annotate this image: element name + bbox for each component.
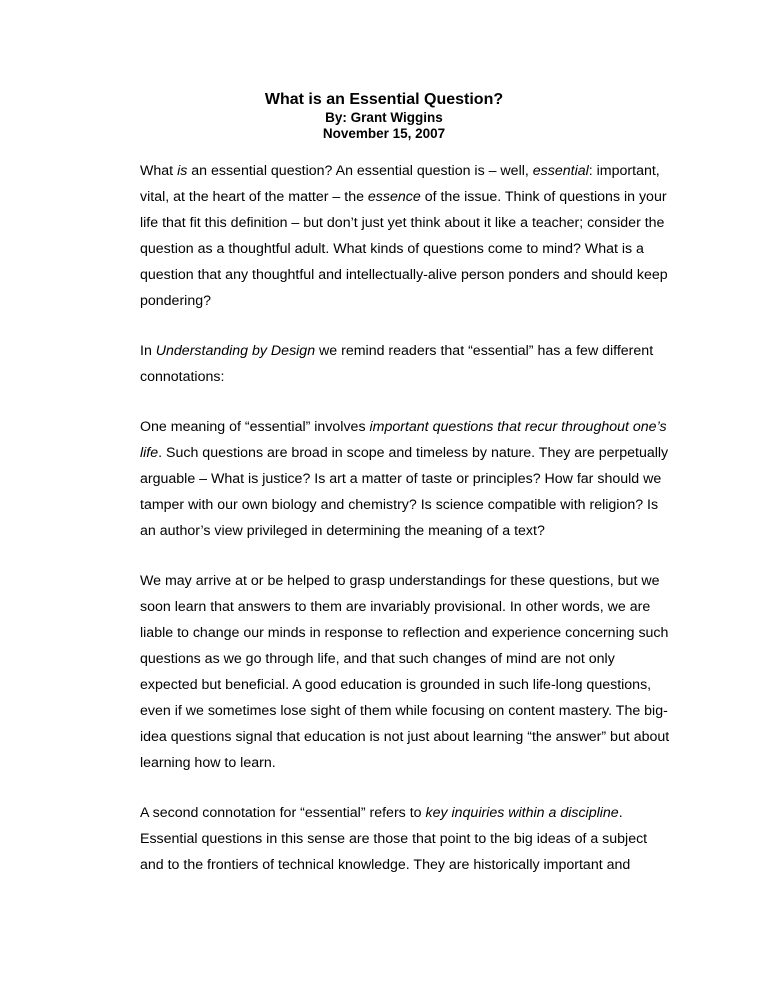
text-run: We may arrive at or be helped to grasp understandings for these questions, but we soon learn that answers to them are invariably provisional. In other words, we are liable to change our minds in response to reflection and experience concerning such questions as we go through life, and that such changes of mind are not only expected but beneficial. A good education is grounded in such life-long questions, even if we sometimes lose sight of them while focusing on content mastery. The big-idea questions signal that education is not just about learning “the answer” but about learning how to learn.: [140, 573, 670, 771]
paragraph-first-meaning: [140, 414, 670, 544]
italic-text-run: important questions that recur throughout one’s life: [140, 419, 667, 461]
document-header: [0, 90, 768, 142]
italic-text-run: essence: [367, 189, 421, 205]
document-body: [140, 158, 670, 902]
italic-text-run: essential: [532, 163, 589, 179]
paragraph-second-connotation: [140, 800, 670, 878]
text-run: One meaning of “essential” involves: [140, 419, 370, 435]
text-run: A second connotation for “essential” refers to: [140, 805, 426, 821]
text-run: we remind readers that “essential” has a few different connotations:: [140, 343, 654, 385]
italic-text-run: Understanding by Design: [155, 343, 316, 359]
author-byline: By: Grant Wiggins: [325, 110, 443, 125]
text-run: . Essential questions in this sense are those that point to the big ideas of a subject and to the frontiers of technical knowledge. They are historically important and: [140, 805, 648, 873]
text-run: What: [140, 163, 178, 179]
paragraph-provisional-answers: [140, 568, 670, 776]
paragraph-intro: [140, 158, 670, 314]
text-run: an essential question? An essential question is – well,: [187, 163, 533, 179]
publication-date: November 15, 2007: [322, 126, 446, 141]
italic-text-run: key inquiries within a discipline: [425, 805, 619, 821]
text-run: : important, vital, at the heart of the matter – the: [140, 163, 660, 205]
text-run: of the issue. Think of questions in your life that fit this definition – but don’t just yet think about it like a teacher; consider the question as a thoughtful adult. What kinds of questions come to mind? What is a question that any thoughtful and intellectually-alive person ponders and should keep pondering?: [140, 189, 668, 309]
document-title: What is an Essential Question?: [264, 91, 504, 108]
text-run: . Such questions are broad in scope and timeless by nature. They are perpetually arguable – What is justice? Is art a matter of taste or principles? How far should we tamper with our own biology and chemistry? Is science compatible with religion? Is an author’s view privileged in determining the meaning of a text?: [140, 445, 669, 539]
text-run: In: [140, 343, 156, 359]
paragraph-ubd-reference: [140, 338, 670, 390]
italic-text-run: is: [177, 163, 188, 179]
